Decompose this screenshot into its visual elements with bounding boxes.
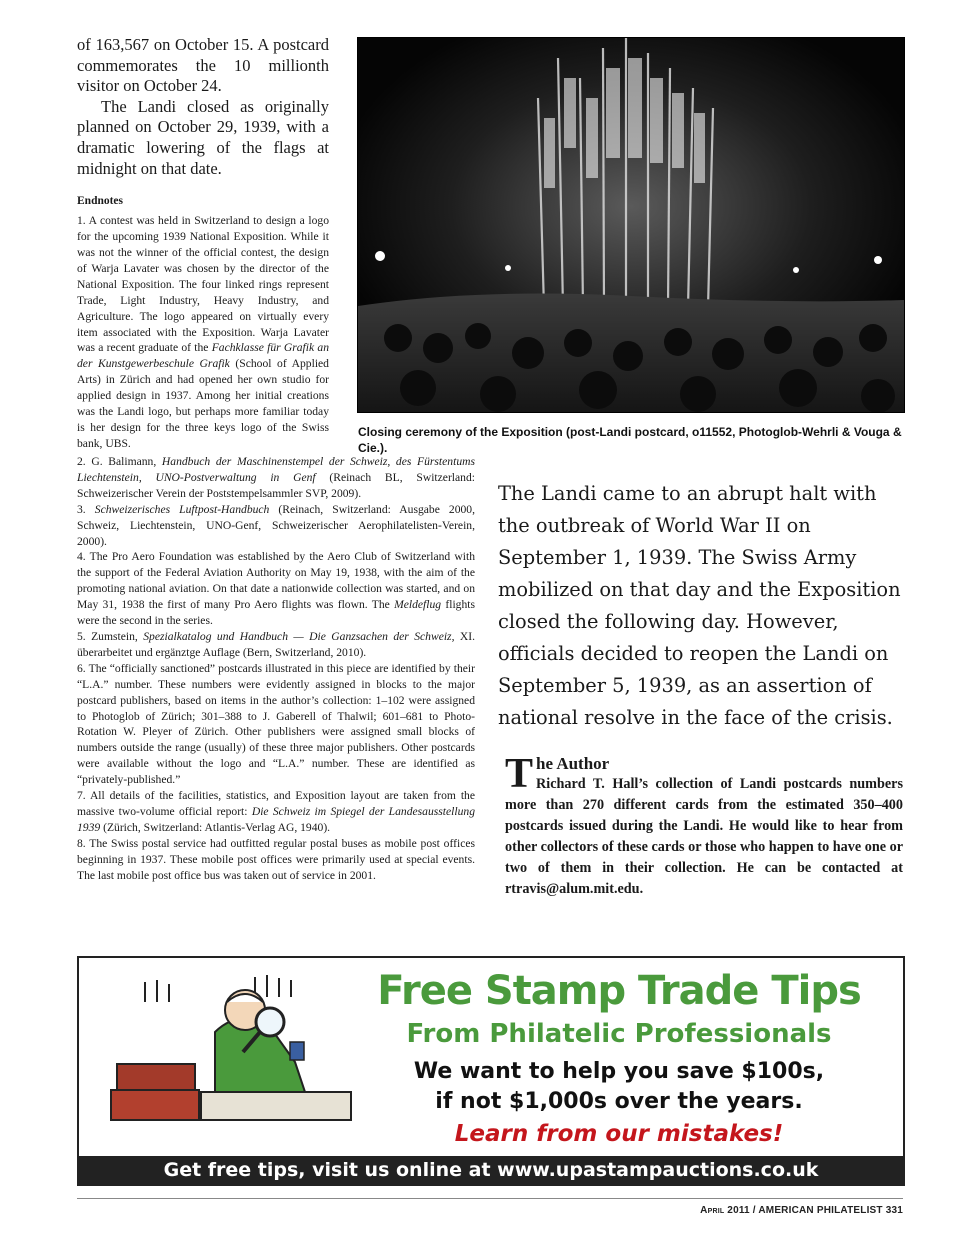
endnote-text: XI. überarbeitet und ergänztge Auflage (Bern, Switzerland, 2010). (77, 629, 476, 659)
stamp-collector-illustration (105, 972, 365, 1134)
endnote-italic: Spezialkatalog und Handbuch — Die Ganzsachen der Schweiz, (143, 629, 455, 643)
endnotes-heading: Endnotes (77, 195, 124, 208)
endnote-1 (77, 213, 329, 452)
ad-headline: Free Stamp Trade Tips (377, 968, 861, 1014)
endnote-text: 3. (77, 502, 95, 516)
endnote-3 (77, 502, 475, 550)
footer-month: April (700, 1205, 725, 1216)
footer-divider (77, 1198, 903, 1199)
endnote-italic: Schweizerisches Luftpost-Handbuch (94, 502, 270, 516)
endnote-text: (School of Applied Arts) in Zürich and had opened her own studio for applied design in 1937. Among her initial creations was the Landi logo, but perhaps more familiar today is her design for the three keys logo of the Swiss bank, UBS. (77, 357, 329, 450)
author-heading: he Author (536, 754, 610, 773)
night-crowd-flags-illustration (358, 38, 904, 412)
endnote-text: (Reinach, Switzerland: Ausgabe 2000, Schweiz, Liechtenstein, UNO-Genf, Schweizerischer Aerophilatelisten-Verein, 2000). (77, 502, 475, 548)
endnote-text: (Zürich, Switzerland: Atlantis-Verlag AG, 1940). (100, 820, 331, 834)
endnote-text: 5. Zumstein, (77, 629, 144, 643)
endnote-italic: Meldeflug (394, 598, 442, 612)
article-paragraph: of 163,567 on October 15. A postcard commemorates the 10 millionth visitor on October 24. (77, 35, 329, 96)
endnote-italic: Die Schweiz im Spiegel der Landesausstellung 1939 (77, 804, 475, 834)
endnote-8: 8. The Swiss postal service had outfitted regular postal buses as mobile post offices beginning in 1937. These mobile post offices were primarily used at special events. The last mobile post office bus was taken out of service in 2001. (77, 836, 475, 882)
endnote-4 (77, 549, 475, 629)
endnote-italic: Handbuch der Maschinenstempel der Schweiz, des Fürstentums Liechtenstein, UNO-Postverwaltung in Genf (77, 455, 475, 484)
endnote-5 (77, 629, 475, 661)
article-paragraph: The Landi closed as originally planned on October 29, 1939, with a dramatic lowering of the flags at midnight on that date. (77, 96, 329, 178)
photo-caption: Closing ceremony of the Exposition (post-Landi postcard, o11552, Photoglob-Wehrli & Vouga & Cie.). (358, 425, 902, 455)
article-left-column (77, 35, 329, 452)
endnote-text: (Reinach BL, Switzerland: Schweizerischer Verein der Poststempelsammler SVP, 2009). (77, 470, 475, 500)
ad-subhead: From Philatelic Professionals (406, 1019, 832, 1049)
endnotes-continued (77, 454, 475, 883)
drop-cap: T (505, 751, 534, 797)
ad-website-link[interactable]: Get free tips, visit us online at www.upastampauctions.co.uk (79, 1156, 903, 1184)
footer-issue: 2011 / AMERICAN PHILATELIST 331 (724, 1205, 903, 1216)
ad-line-1: We want to help you save $100s, (413, 1059, 825, 1084)
ad-emphasis: Learn from our mistakes! (454, 1121, 784, 1147)
endnote-7 (77, 788, 475, 836)
page-footer (700, 1205, 903, 1216)
pull-quote: The Landi came to an abrupt halt with the outbreak of World War II on September 1, 1939. The Swiss Army mobilized on that day and the Exposition closed the following day. However, officials decided to reopen the Landi on September 5, 1939, as an assertion of national resolve in the face of the crisis. (498, 482, 901, 729)
author-bio (505, 751, 903, 900)
endnote-text: flights were the second in the series. (77, 598, 476, 628)
upa-advertisement[interactable] (77, 956, 905, 1186)
endnote-italic: Fachklasse für Grafik an der Kunstgewerbeschule Grafik (77, 341, 329, 371)
endnote-text: 2. G. Balimann, (77, 455, 162, 468)
endnote-6: 6. The “officially sanctioned” postcards illustrated in this piece are identified by their “L.A.” number. These numbers were evidently assigned in blocks to the major postcard publishers, based on items in the author’s collection: 1–102 were assigned to Photoglob of Zürich; 301–388 to J. Gaberell of Thalwil; 601–681 to Photo-Rotation W. Pleyer of Zürich. Other publishers were assigned small blocks of numbers outside the range (usually) of these three major publishers. Other postcards were available without the logo and “L.A.” number. These are identified as “privately-published.” (77, 661, 475, 787)
endnote-text: 1. A contest was held in Switzerland to design a logo for the upcoming 1939 National Exposition. While it was not the winner of the official contest, the design of Warja Lavater was chosen by the director of the National Exposition. The four linked rings represent Trade, Light Industry, Heavy Industry, and Agriculture. The logo appeared on virtually every item associated with the Exposition. Warja Lavater was a recent graduate of the (77, 214, 329, 355)
endnote-2 (77, 454, 475, 502)
endnote-text: 7. All details of the facilities, statistics, and Exposition layout are taken from the massive two-volume official report: (77, 789, 475, 818)
closing-ceremony-photo (357, 37, 905, 413)
ad-line-2: if not $1,000s over the years. (435, 1089, 803, 1114)
endnote-text: 4. The Pro Aero Foundation was established by the Aero Club of Switzerland with the support of the Federal Aviation Authority on May 19, 1938, with the aim of the promoting national aviation. On that date a nationwide collection was started, and on May 31, 1938 the first of many Pro Aero flights was flown. The (77, 550, 475, 612)
author-bio-text: Richard T. Hall’s collection of Landi postcards numbers more than 270 different cards from the estimated 350–400 postcards issued during the Landi. He would like to hear from other collectors of these cards or those who happen to have one or two of them in their collection. He can be contacted at rtravis@alum.mit.edu. (505, 776, 903, 897)
